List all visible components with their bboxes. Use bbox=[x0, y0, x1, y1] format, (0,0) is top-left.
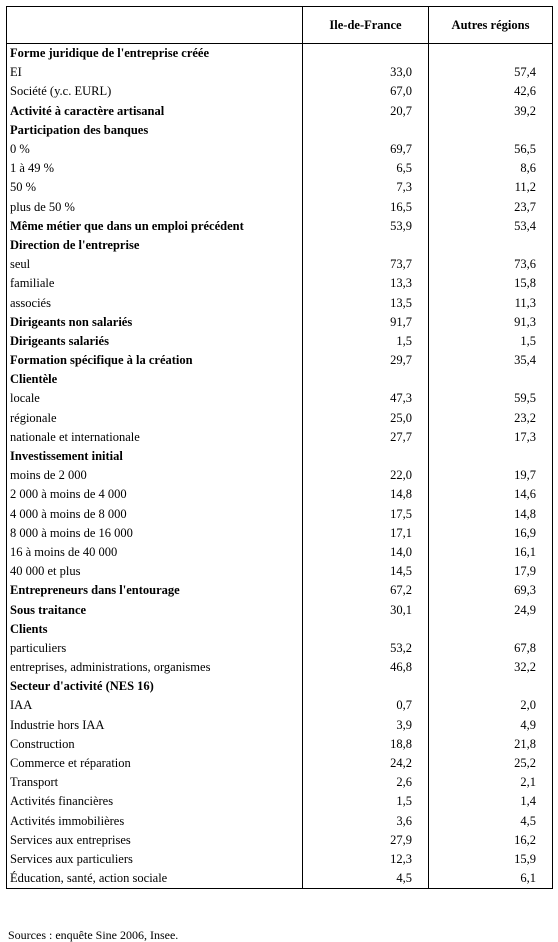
value-autres-regions: 16,1 bbox=[429, 543, 553, 562]
value-autres-regions: 6,1 bbox=[429, 869, 553, 889]
section-row bbox=[7, 236, 553, 255]
row-label: plus de 50 % bbox=[7, 198, 303, 217]
table-row bbox=[7, 198, 553, 217]
row-label: Commerce et réparation bbox=[7, 754, 303, 773]
row-label: Secteur d'activité (NES 16) bbox=[7, 677, 303, 696]
table-row bbox=[7, 389, 553, 408]
value-autres-regions: 25,2 bbox=[429, 754, 553, 773]
row-label: seul bbox=[7, 255, 303, 274]
row-label: Services aux particuliers bbox=[7, 850, 303, 869]
header-autres-regions: Autres régions bbox=[429, 7, 553, 44]
value-ile-de-france: 18,8 bbox=[303, 735, 429, 754]
section-row bbox=[7, 121, 553, 140]
section-row bbox=[7, 313, 553, 332]
table-row bbox=[7, 178, 553, 197]
value-ile-de-france: 4,5 bbox=[303, 869, 429, 889]
row-label: Construction bbox=[7, 735, 303, 754]
section-row bbox=[7, 677, 553, 696]
row-label: Activités immobilières bbox=[7, 812, 303, 831]
row-label: Participation des banques bbox=[7, 121, 303, 140]
row-label: Services aux entreprises bbox=[7, 831, 303, 850]
value-ile-de-france: 47,3 bbox=[303, 389, 429, 408]
table-row bbox=[7, 524, 553, 543]
table-row bbox=[7, 274, 553, 293]
table-row bbox=[7, 639, 553, 658]
table-row bbox=[7, 505, 553, 524]
row-label: Industrie hors IAA bbox=[7, 716, 303, 735]
value-ile-de-france: 67,2 bbox=[303, 581, 429, 600]
row-label: 4 000 à moins de 8 000 bbox=[7, 505, 303, 524]
table-row bbox=[7, 716, 553, 735]
source-note: Sources : enquête Sine 2006, Insee. bbox=[8, 928, 179, 942]
value-autres-regions: 17,3 bbox=[429, 428, 553, 447]
value-ile-de-france: 30,1 bbox=[303, 600, 429, 619]
section-row bbox=[7, 217, 553, 236]
header-ile-de-france: Ile-de-France bbox=[303, 7, 429, 44]
value-ile-de-france: 29,7 bbox=[303, 351, 429, 370]
row-label: 2 000 à moins de 4 000 bbox=[7, 485, 303, 504]
value-autres-regions: 11,2 bbox=[429, 178, 553, 197]
value-ile-de-france: 67,0 bbox=[303, 82, 429, 101]
value-ile-de-france: 14,0 bbox=[303, 543, 429, 562]
value-ile-de-france: 33,0 bbox=[303, 63, 429, 82]
value-ile-de-france: 91,7 bbox=[303, 313, 429, 332]
table-row bbox=[7, 850, 553, 869]
table-row bbox=[7, 293, 553, 312]
data-table bbox=[6, 6, 553, 889]
value-autres-regions: 21,8 bbox=[429, 735, 553, 754]
row-label: Dirigeants salariés bbox=[7, 332, 303, 351]
value-ile-de-france: 17,1 bbox=[303, 524, 429, 543]
value-ile-de-france: 12,3 bbox=[303, 850, 429, 869]
value-autres-regions: 14,8 bbox=[429, 505, 553, 524]
row-label: Clients bbox=[7, 620, 303, 639]
value-ile-de-france: 20,7 bbox=[303, 102, 429, 121]
value-ile-de-france: 14,8 bbox=[303, 485, 429, 504]
value-autres-regions: 23,7 bbox=[429, 198, 553, 217]
value-autres-regions: 4,5 bbox=[429, 812, 553, 831]
value-ile-de-france: 53,2 bbox=[303, 639, 429, 658]
row-label: associés bbox=[7, 293, 303, 312]
value-autres-regions: 11,3 bbox=[429, 293, 553, 312]
value-ile-de-france: 6,5 bbox=[303, 159, 429, 178]
table-row bbox=[7, 409, 553, 428]
value-autres-regions bbox=[429, 44, 553, 64]
row-label: 50 % bbox=[7, 178, 303, 197]
value-autres-regions: 53,4 bbox=[429, 217, 553, 236]
value-autres-regions: 24,9 bbox=[429, 600, 553, 619]
row-label: moins de 2 000 bbox=[7, 466, 303, 485]
value-autres-regions: 56,5 bbox=[429, 140, 553, 159]
value-ile-de-france: 13,3 bbox=[303, 274, 429, 293]
row-label: 0 % bbox=[7, 140, 303, 159]
value-ile-de-france: 46,8 bbox=[303, 658, 429, 677]
row-label: nationale et internationale bbox=[7, 428, 303, 447]
table-row bbox=[7, 63, 553, 82]
value-ile-de-france: 3,6 bbox=[303, 812, 429, 831]
section-row bbox=[7, 600, 553, 619]
row-label: Transport bbox=[7, 773, 303, 792]
row-label: 16 à moins de 40 000 bbox=[7, 543, 303, 562]
table-row bbox=[7, 82, 553, 101]
table-row bbox=[7, 812, 553, 831]
value-autres-regions: 73,6 bbox=[429, 255, 553, 274]
row-label: familiale bbox=[7, 274, 303, 293]
value-ile-de-france bbox=[303, 236, 429, 255]
value-ile-de-france: 1,5 bbox=[303, 792, 429, 811]
section-row bbox=[7, 102, 553, 121]
section-row bbox=[7, 44, 553, 64]
value-autres-regions: 2,0 bbox=[429, 696, 553, 715]
value-ile-de-france: 17,5 bbox=[303, 505, 429, 524]
section-row bbox=[7, 581, 553, 600]
value-ile-de-france: 73,7 bbox=[303, 255, 429, 274]
value-ile-de-france: 0,7 bbox=[303, 696, 429, 715]
value-autres-regions: 35,4 bbox=[429, 351, 553, 370]
value-autres-regions: 32,2 bbox=[429, 658, 553, 677]
value-ile-de-france: 22,0 bbox=[303, 466, 429, 485]
row-label: Activité à caractère artisanal bbox=[7, 102, 303, 121]
value-ile-de-france: 24,2 bbox=[303, 754, 429, 773]
value-autres-regions: 15,8 bbox=[429, 274, 553, 293]
table-row bbox=[7, 543, 553, 562]
value-ile-de-france: 13,5 bbox=[303, 293, 429, 312]
value-autres-regions: 2,1 bbox=[429, 773, 553, 792]
table-row bbox=[7, 466, 553, 485]
value-autres-regions: 15,9 bbox=[429, 850, 553, 869]
value-ile-de-france: 2,6 bbox=[303, 773, 429, 792]
row-label: entreprises, administrations, organismes bbox=[7, 658, 303, 677]
value-autres-regions: 16,9 bbox=[429, 524, 553, 543]
row-label: Dirigeants non salariés bbox=[7, 313, 303, 332]
value-ile-de-france bbox=[303, 370, 429, 389]
value-autres-regions: 57,4 bbox=[429, 63, 553, 82]
value-ile-de-france: 14,5 bbox=[303, 562, 429, 581]
value-ile-de-france bbox=[303, 677, 429, 696]
row-label: Société (y.c. EURL) bbox=[7, 82, 303, 101]
row-label: EI bbox=[7, 63, 303, 82]
value-autres-regions bbox=[429, 236, 553, 255]
value-autres-regions: 1,5 bbox=[429, 332, 553, 351]
value-autres-regions: 17,9 bbox=[429, 562, 553, 581]
table-row bbox=[7, 735, 553, 754]
value-autres-regions: 42,6 bbox=[429, 82, 553, 101]
table-row bbox=[7, 428, 553, 447]
row-label: Entrepreneurs dans l'entourage bbox=[7, 581, 303, 600]
section-row bbox=[7, 351, 553, 370]
table-row bbox=[7, 696, 553, 715]
value-autres-regions bbox=[429, 121, 553, 140]
value-ile-de-france bbox=[303, 121, 429, 140]
value-ile-de-france: 53,9 bbox=[303, 217, 429, 236]
section-row bbox=[7, 332, 553, 351]
table-row bbox=[7, 792, 553, 811]
value-autres-regions: 4,9 bbox=[429, 716, 553, 735]
table-row bbox=[7, 140, 553, 159]
value-ile-de-france bbox=[303, 44, 429, 64]
section-row bbox=[7, 370, 553, 389]
row-label: locale bbox=[7, 389, 303, 408]
table-row bbox=[7, 869, 553, 889]
row-label: Éducation, santé, action sociale bbox=[7, 869, 303, 889]
value-autres-regions: 69,3 bbox=[429, 581, 553, 600]
row-label: Investissement initial bbox=[7, 447, 303, 466]
table-row bbox=[7, 562, 553, 581]
row-label: Activités financières bbox=[7, 792, 303, 811]
row-label: Même métier que dans un emploi précédent bbox=[7, 217, 303, 236]
value-autres-regions: 39,2 bbox=[429, 102, 553, 121]
row-label: 40 000 et plus bbox=[7, 562, 303, 581]
value-autres-regions: 23,2 bbox=[429, 409, 553, 428]
value-autres-regions: 8,6 bbox=[429, 159, 553, 178]
table-row bbox=[7, 754, 553, 773]
value-autres-regions bbox=[429, 677, 553, 696]
value-ile-de-france: 25,0 bbox=[303, 409, 429, 428]
value-autres-regions: 91,3 bbox=[429, 313, 553, 332]
row-label: Formation spécifique à la création bbox=[7, 351, 303, 370]
value-ile-de-france: 3,9 bbox=[303, 716, 429, 735]
row-label: 8 000 à moins de 16 000 bbox=[7, 524, 303, 543]
row-label: régionale bbox=[7, 409, 303, 428]
value-autres-regions: 19,7 bbox=[429, 466, 553, 485]
value-autres-regions bbox=[429, 447, 553, 466]
row-label: Sous traitance bbox=[7, 600, 303, 619]
section-row bbox=[7, 620, 553, 639]
value-autres-regions: 14,6 bbox=[429, 485, 553, 504]
row-label: Direction de l'entreprise bbox=[7, 236, 303, 255]
value-ile-de-france: 27,9 bbox=[303, 831, 429, 850]
value-autres-regions: 1,4 bbox=[429, 792, 553, 811]
row-label: particuliers bbox=[7, 639, 303, 658]
header-row bbox=[7, 7, 553, 44]
value-autres-regions: 59,5 bbox=[429, 389, 553, 408]
value-ile-de-france: 16,5 bbox=[303, 198, 429, 217]
section-row bbox=[7, 447, 553, 466]
value-ile-de-france: 27,7 bbox=[303, 428, 429, 447]
value-ile-de-france: 1,5 bbox=[303, 332, 429, 351]
value-ile-de-france: 7,3 bbox=[303, 178, 429, 197]
table-body bbox=[7, 44, 553, 889]
table-row bbox=[7, 773, 553, 792]
value-autres-regions: 16,2 bbox=[429, 831, 553, 850]
table-row bbox=[7, 485, 553, 504]
value-autres-regions bbox=[429, 370, 553, 389]
row-label: Clientèle bbox=[7, 370, 303, 389]
table-row bbox=[7, 658, 553, 677]
value-ile-de-france bbox=[303, 620, 429, 639]
value-autres-regions bbox=[429, 620, 553, 639]
value-ile-de-france: 69,7 bbox=[303, 140, 429, 159]
value-ile-de-france bbox=[303, 447, 429, 466]
table-row bbox=[7, 255, 553, 274]
row-label: IAA bbox=[7, 696, 303, 715]
header-empty-cell bbox=[7, 7, 303, 44]
row-label: 1 à 49 % bbox=[7, 159, 303, 178]
table-row bbox=[7, 831, 553, 850]
row-label: Forme juridique de l'entreprise créée bbox=[7, 44, 303, 64]
table-row bbox=[7, 159, 553, 178]
value-autres-regions: 67,8 bbox=[429, 639, 553, 658]
